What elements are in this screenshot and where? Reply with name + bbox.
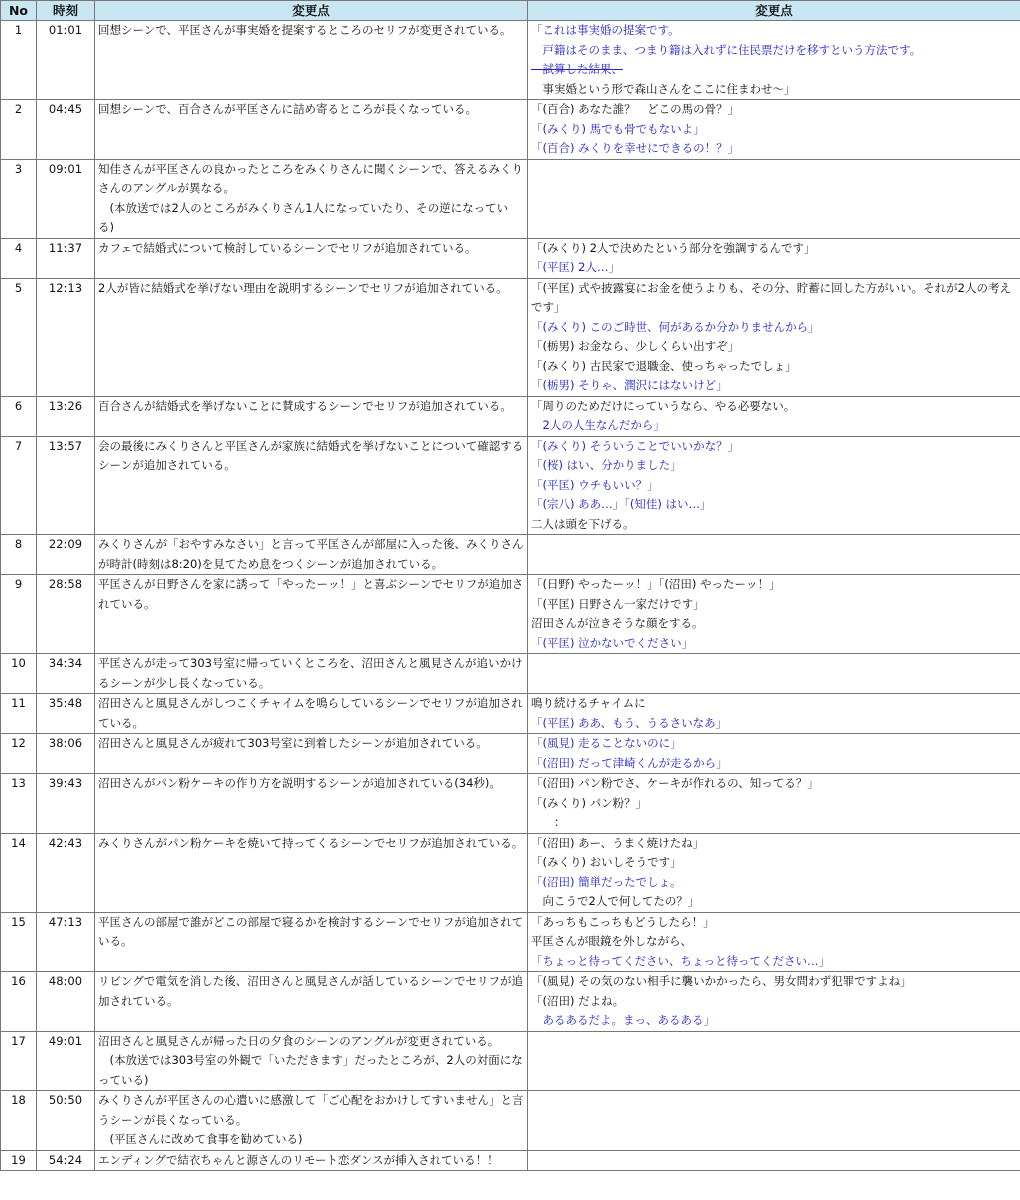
row-description: 平匡さんの部屋で誰がどこの部屋で寝るかを検討するシーンでセリフが追加されている。 bbox=[95, 912, 528, 972]
table-row bbox=[1, 159, 1020, 238]
row-time: 22:09 bbox=[37, 535, 95, 575]
table-row bbox=[1, 575, 1020, 654]
row-time: 13:57 bbox=[37, 436, 95, 535]
row-number: 19 bbox=[1, 1150, 37, 1171]
row-number: 4 bbox=[1, 238, 37, 278]
row-time: 47:13 bbox=[37, 912, 95, 972]
detail-line: あるあるだよ。まっ、あるある」 bbox=[531, 1013, 715, 1027]
row-time: 48:00 bbox=[37, 972, 95, 1032]
row-number: 2 bbox=[1, 100, 37, 160]
detail-line: 沼田さんが泣きそうな顔をする。 bbox=[531, 616, 704, 630]
detail-line: 「(風見) その気のない相手に襲いかかったら、男女問わず犯罪ですよね」 bbox=[531, 974, 912, 988]
row-detail bbox=[528, 774, 1020, 834]
header-detail: 変更点 bbox=[528, 1, 1020, 21]
row-detail bbox=[528, 972, 1020, 1032]
table-row bbox=[1, 654, 1020, 694]
row-detail bbox=[528, 654, 1020, 694]
detail-line: 「(桜) はい、分かりました」 bbox=[531, 458, 682, 472]
row-number: 16 bbox=[1, 972, 37, 1032]
row-time: 28:58 bbox=[37, 575, 95, 654]
row-time: 54:24 bbox=[37, 1150, 95, 1171]
row-description: 沼田さんと風見さんがしつこくチャイムを鳴らしているシーンでセリフが追加されている。 bbox=[95, 694, 528, 734]
detail-line: 「(みくり) このご時世、何があるか分かりませんから」 bbox=[531, 319, 820, 334]
table-row bbox=[1, 396, 1020, 436]
table-body bbox=[1, 21, 1020, 1171]
row-number: 10 bbox=[1, 654, 37, 694]
table-row bbox=[1, 278, 1020, 396]
detail-line: 「(沼田) 簡単だったでしょ。 bbox=[531, 874, 682, 889]
row-description: みくりさんが平匡さんの心遣いに感激して「ご心配をおかけしてすいません」と言うシーンが長くなっている。 (平匡さんに改めて食事を勧めている) bbox=[95, 1091, 528, 1151]
row-detail bbox=[528, 1031, 1020, 1091]
row-description: 平匡さんが日野さんを家に誘って「やったーッ！」と喜ぶシーンでセリフが追加されている。 bbox=[95, 575, 528, 654]
detail-line: 「(栃男) そりゃ、潤沢にはないけど」 bbox=[531, 378, 728, 392]
row-number: 18 bbox=[1, 1091, 37, 1151]
row-time: 11:37 bbox=[37, 238, 95, 278]
row-number: 7 bbox=[1, 436, 37, 535]
row-time: 01:01 bbox=[37, 21, 95, 100]
detail-line: 「(日野) やったーッ！」「(沼田) やったーッ！」 bbox=[531, 577, 781, 591]
row-detail bbox=[528, 278, 1020, 396]
table-row bbox=[1, 100, 1020, 160]
detail-line: 「(平匡) 日野さん一家だけです」 bbox=[531, 596, 705, 611]
table-row bbox=[1, 833, 1020, 912]
table-row bbox=[1, 1031, 1020, 1091]
row-number: 3 bbox=[1, 159, 37, 238]
detail-line: 「(沼田) パン粉でさ、ケーキが作れるの、知ってる？」 bbox=[531, 776, 819, 790]
table-row bbox=[1, 436, 1020, 535]
detail-line: 「(平匡) 式や披露宴にお金を使うよりも、その分、貯蓄に回した方がいい。それが2人の考えです」 bbox=[531, 280, 1011, 314]
detail-line: 「(沼田) だよね。 bbox=[531, 993, 625, 1008]
row-number: 15 bbox=[1, 912, 37, 972]
row-description: カフェで結婚式について検討しているシーンでセリフが追加されている。 bbox=[95, 238, 528, 278]
row-time: 39:43 bbox=[37, 774, 95, 834]
row-number: 14 bbox=[1, 833, 37, 912]
row-description: 知佳さんが平匡さんの良かったところをみくりさんに聞くシーンで、答えるみくりさんのアングルが異なる。 (本放送では2人のところがみくりさん1人になっていたり、その逆になっている) bbox=[95, 159, 528, 238]
row-description: エンディングで結衣ちゃんと源さんのリモート恋ダンスが挿入されている！！ bbox=[95, 1150, 528, 1171]
detail-line: 「(みくり) おいしそうです」 bbox=[531, 855, 682, 869]
detail-line: 「(平匡) 泣かないでください」 bbox=[531, 635, 694, 650]
row-number: 17 bbox=[1, 1031, 37, 1091]
table-row bbox=[1, 912, 1020, 972]
detail-line: 試算した結果、 bbox=[531, 62, 623, 76]
detail-line: 「(栃男) お金なら、少しくらい出すぞ」 bbox=[531, 339, 740, 353]
detail-line: 2人の人生なんだから」 bbox=[531, 418, 665, 432]
row-detail bbox=[528, 575, 1020, 654]
detail-line: 「これは事実婚の提案です。 bbox=[531, 23, 680, 37]
row-time: 38:06 bbox=[37, 734, 95, 774]
row-description: 沼田さんと風見さんが帰った日の夕食のシーンのアングルが変更されている。 (本放送では303号室の外観で「いただきます」だったところが、2人の対面になっている) bbox=[95, 1031, 528, 1091]
row-description: みくりさんが「おやすみなさい」と言って平匡さんが部屋に入った後、みくりさんが時計(時刻は8:20)を見てため息をつくシーンが追加されている。 bbox=[95, 535, 528, 575]
row-description: 百合さんが結婚式を挙げないことに賛成するシーンでセリフが追加されている。 bbox=[95, 396, 528, 436]
detail-line: 「(みくり) そういうことでいいかな？」 bbox=[531, 438, 740, 453]
row-number: 6 bbox=[1, 396, 37, 436]
row-number: 13 bbox=[1, 774, 37, 834]
row-number: 12 bbox=[1, 734, 37, 774]
row-detail bbox=[528, 833, 1020, 912]
row-description: みくりさんがパン粉ケーキを焼いて持ってくるシーンでセリフが追加されている。 bbox=[95, 833, 528, 912]
table-row bbox=[1, 535, 1020, 575]
detail-line: 「周りのためだけにっていうなら、やる必要ない。 bbox=[531, 398, 796, 413]
header-desc: 変更点 bbox=[95, 1, 528, 21]
row-number: 11 bbox=[1, 694, 37, 734]
row-description: 会の最後にみくりさんと平匡さんが家族に結婚式を挙げないことについて確認するシーンが追加されている。 bbox=[95, 436, 528, 535]
detail-line: 向こうで2人で何してたの？」 bbox=[531, 894, 700, 908]
detail-line: 「(沼田) あー、うまく焼けたね」 bbox=[531, 835, 705, 850]
row-detail bbox=[528, 694, 1020, 734]
row-time: 09:01 bbox=[37, 159, 95, 238]
header-no: No bbox=[1, 1, 37, 21]
row-time: 34:34 bbox=[37, 654, 95, 694]
row-time: 50:50 bbox=[37, 1091, 95, 1151]
table-row bbox=[1, 1091, 1020, 1151]
table-row bbox=[1, 238, 1020, 278]
detail-line: 「(みくり) 2人で決めたという部分を強調するんです」 bbox=[531, 240, 816, 255]
row-detail bbox=[528, 21, 1020, 100]
detail-line: 「(みくり) 古民家で退職金、使っちゃったでしょ」 bbox=[531, 358, 797, 373]
detail-line: 二人は頭を下げる。 bbox=[531, 516, 635, 531]
table-row bbox=[1, 1150, 1020, 1171]
row-description: 回想シーンで、平匡さんが事実婚を提案するところのセリフが変更されている。 bbox=[95, 21, 528, 100]
row-time: 49:01 bbox=[37, 1031, 95, 1091]
row-description: 平匡さんが走って303号室に帰っていくところを、沼田さんと風見さんが追いかけるシーンが少し長くなっている。 bbox=[95, 654, 528, 694]
detail-line: 「(平匡) ウチもいい？」 bbox=[531, 477, 659, 492]
row-detail bbox=[528, 238, 1020, 278]
row-time: 35:48 bbox=[37, 694, 95, 734]
table-row bbox=[1, 734, 1020, 774]
row-time: 42:43 bbox=[37, 833, 95, 912]
detail-line: 平匡さんが眼鏡を外しながら、 bbox=[531, 934, 692, 948]
detail-line: 「(みくり) 馬でも骨でもないよ」 bbox=[531, 121, 705, 136]
row-description: 沼田さんと風見さんが疲れて303号室に到着したシーンが追加されている。 bbox=[95, 734, 528, 774]
header-time: 時刻 bbox=[37, 1, 95, 21]
header-row bbox=[1, 1, 1020, 21]
row-description: 2人が皆に結婚式を挙げない理由を説明するシーンでセリフが追加されている。 bbox=[95, 278, 528, 396]
row-description: 回想シーンで、百合さんが平匡さんに詰め寄るところが長くなっている。 bbox=[95, 100, 528, 160]
row-number: 5 bbox=[1, 278, 37, 396]
row-description: 沼田さんがパン粉ケーキの作り方を説明するシーンが追加されている(34秒)。 bbox=[95, 774, 528, 834]
row-time: 13:26 bbox=[37, 396, 95, 436]
row-detail bbox=[528, 912, 1020, 972]
row-detail bbox=[528, 1150, 1020, 1171]
detail-line: 「(宗八) ああ…」「(知佳) はい…」 bbox=[531, 497, 712, 511]
detail-line: 「あっちもこっちもどうしたら！」 bbox=[531, 914, 715, 929]
row-time: 04:45 bbox=[37, 100, 95, 160]
row-detail bbox=[528, 1091, 1020, 1151]
row-detail bbox=[528, 734, 1020, 774]
detail-line: 戸籍はそのまま、つまり籍は入れずに住民票だけを移すという方法です。 bbox=[531, 42, 922, 57]
row-time: 12:13 bbox=[37, 278, 95, 396]
detail-line: 「(みくり) パン粉？」 bbox=[531, 795, 648, 810]
detail-line: 「ちょっと待ってください、ちょっと待ってください…」 bbox=[531, 953, 830, 968]
detail-line: 「(沼田) だって津崎くんが走るから」 bbox=[531, 755, 728, 770]
row-detail bbox=[528, 159, 1020, 238]
detail-line: ： bbox=[531, 815, 566, 829]
table-row bbox=[1, 694, 1020, 734]
detail-line: 「(風見) 走ることないのに」 bbox=[531, 736, 682, 750]
table-row bbox=[1, 774, 1020, 834]
detail-line: 事実婚という形で森山さんをここに住まわせ〜」 bbox=[531, 81, 796, 96]
detail-line: 「(百合) あなた誰？ どこの馬の骨？」 bbox=[531, 102, 740, 116]
row-detail bbox=[528, 436, 1020, 535]
detail-line: 鳴り続けるチャイムに bbox=[531, 696, 646, 710]
row-number: 1 bbox=[1, 21, 37, 100]
row-detail bbox=[528, 100, 1020, 160]
row-description: リビングで電気を消した後、沼田さんと風見さんが話しているシーンでセリフが追加されている。 bbox=[95, 972, 528, 1032]
detail-line: 「(百合) みくりを幸せにできるの！？」 bbox=[531, 141, 740, 155]
row-detail bbox=[528, 535, 1020, 575]
row-number: 9 bbox=[1, 575, 37, 654]
table-row bbox=[1, 21, 1020, 100]
detail-line: 「(平匡) 2人…」 bbox=[531, 260, 620, 274]
row-number: 8 bbox=[1, 535, 37, 575]
detail-line: 「(平匡) ああ、もう、うるさいなあ」 bbox=[531, 715, 728, 730]
table-row bbox=[1, 972, 1020, 1032]
table-header bbox=[1, 1, 1020, 21]
row-detail bbox=[528, 396, 1020, 436]
